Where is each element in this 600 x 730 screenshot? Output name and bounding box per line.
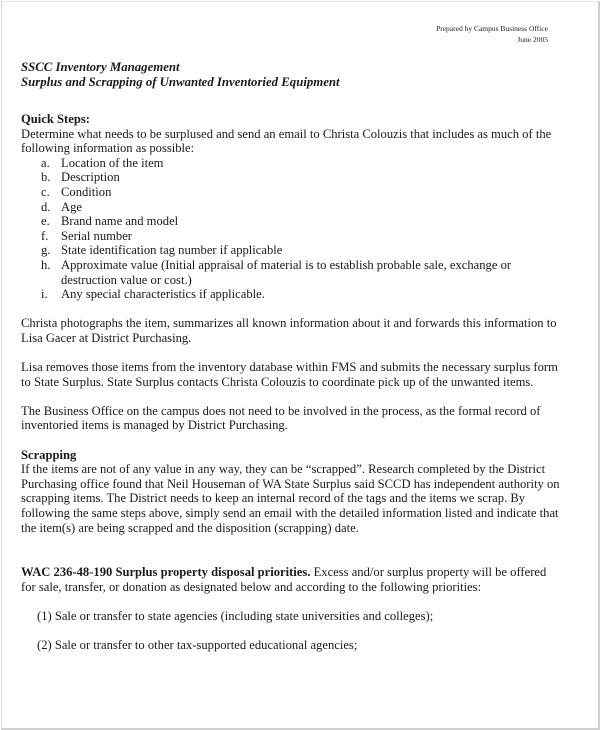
business-office-paragraph: The Business Office on the campus does not need to be involved in the process, as the formal record of inventoried items is managed by District Purchasing.: [21, 403, 541, 433]
list-item: c. Condition: [41, 184, 112, 199]
list-item: h. Approximate value (Initial appraisal of material is to establish probable sale, exchange or destruction value or cost.): [41, 257, 512, 287]
priority-item: (2) Sale or transfer to other tax-supported educational agencies;: [37, 638, 358, 653]
list-item: i. Any special characteristics if applicable.: [41, 287, 265, 302]
quick-steps-list: [21, 156, 561, 302]
list-item: d. Age: [41, 199, 82, 214]
prepared-by-text: Prepared by Campus Business Office: [436, 24, 548, 33]
list-item: b. Description: [41, 170, 120, 185]
list-item: f. Serial number: [41, 228, 132, 243]
list-item: a. Location of the item: [41, 155, 164, 170]
priority-item: (1) Sale or transfer to state agencies (including state universities and colleges);: [37, 609, 434, 623]
scrapping-heading: Scrapping: [21, 447, 77, 462]
prepared-by-header: [436, 23, 548, 45]
lisa-paragraph: Lisa removes those items from the inventory database within FMS and submits the necessary surplus form to State Surplus. State Surplus contacts Christa Colouzis to coordinate pick up of the unwanted items.: [21, 360, 558, 389]
wac-body: Excess and/or surplus property will be offered for sale, transfer, or donation as designated below and according to the following priorities:: [21, 565, 547, 594]
document-title-line2: Surplus and Scrapping of Unwanted Inventoried Equipment: [21, 75, 340, 89]
scrapping-paragraph: If the items are not of any value in any way, they can be “scrapped”. Research completed by the District Purchasing office found that Neil Houseman of WA State Surplus said SCCD has independent authority on scrapping items. The District needs to keep an internal record of the tags and the items we scrap. By following the same steps above, simply send an email with the detailed information listed and indicate that the item(s) are being scrapped and the disposition (scrapping) date.: [21, 462, 560, 535]
list-item: e. Brand name and model: [41, 214, 179, 229]
list-item: g. State identification tag number if applicable: [41, 243, 283, 258]
document-page: [1, 1, 600, 730]
wac-heading: WAC 236-48-190 Surplus property disposal priorities.: [21, 565, 311, 580]
christa-paragraph: Christa photographs the item, summarizes all known information about it and forwards this information to Lisa Gacer at District Purchasing.: [21, 316, 557, 345]
quick-steps-intro: Determine what needs to be surplused and send an email to Christa Colouzis that includes as much of the following information as possible:: [21, 126, 552, 156]
document-body: [21, 60, 561, 653]
quick-steps-heading: Quick Steps:: [21, 112, 90, 126]
document-title-line1: SSCC Inventory Management: [21, 60, 180, 74]
prepared-date: June 2005: [517, 35, 548, 44]
wac-paragraph: [21, 565, 561, 594]
